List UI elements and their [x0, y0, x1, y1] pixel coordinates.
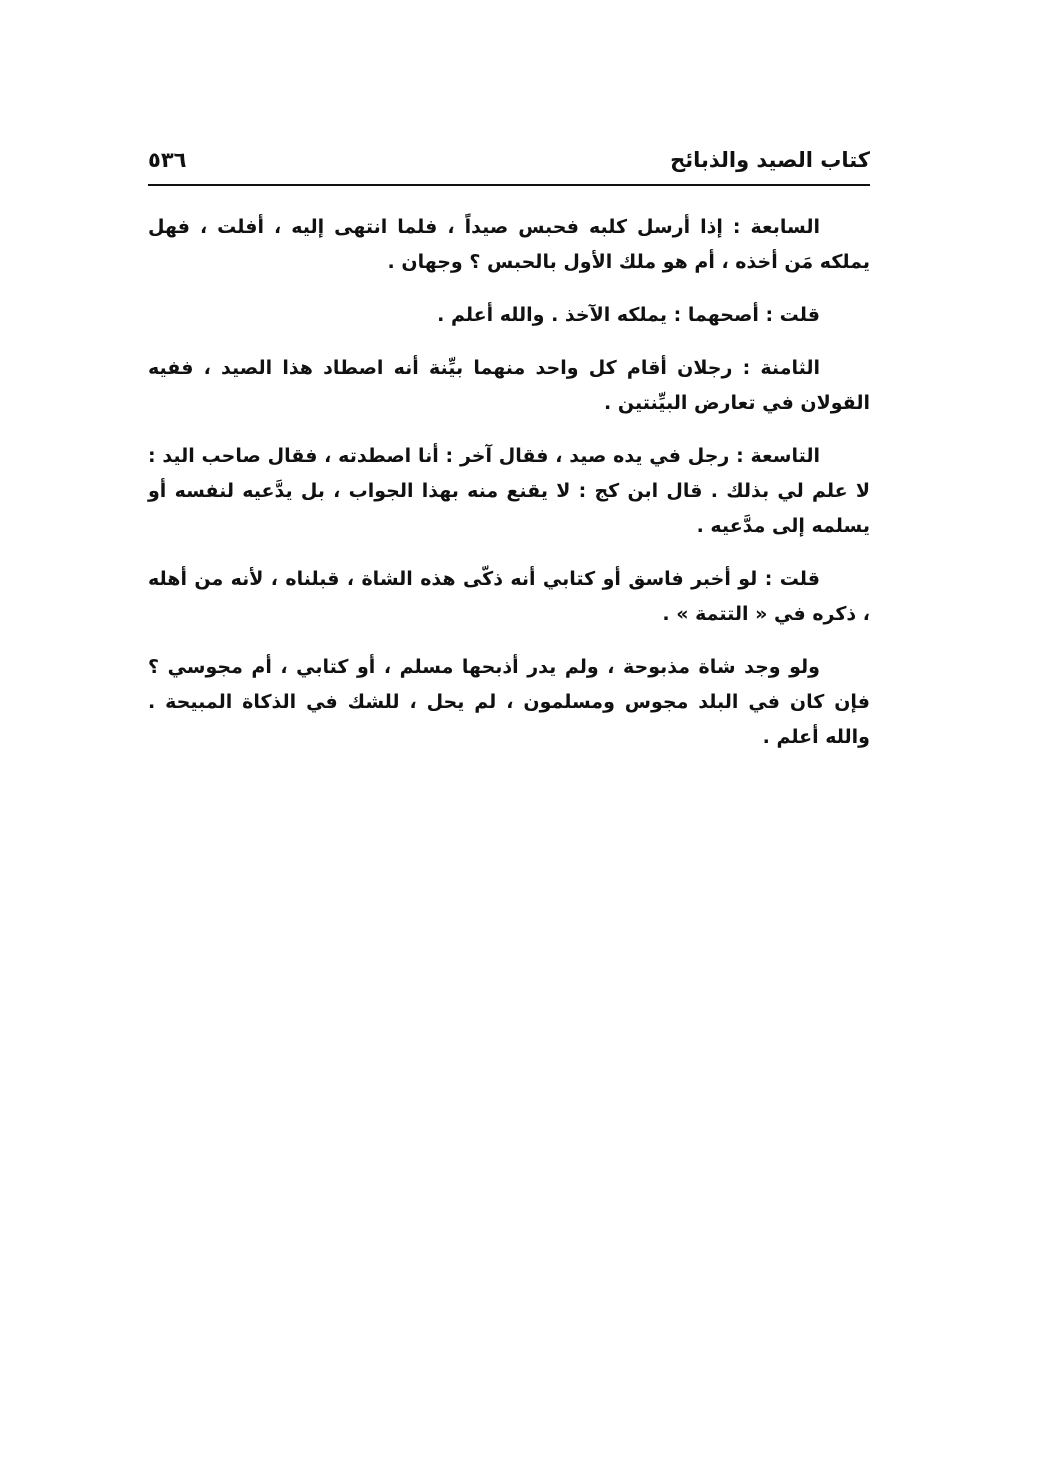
paragraph-ninth: التاسعة : رجل في يده صيد ، فقال آخر : أنا اصطدته ، فقال صاحب اليد : لا علم لي بذلك . قال ابن كج : لا يقنع منه بهذا الجواب ، بل يدَّعيه لنفسه أو يسلمه إلى مدَّعيه .	[148, 445, 870, 537]
paragraph-slaughtered-sheep: ولو وجد شاة مذبوحة ، ولم يدر أذبحها مسلم ، أو كتابي ، أم مجوسي ؟ فإن كان في البلد مجوس ومسلمون ، لم يحل ، للشك في الذكاة المبيحة . والله أعلم .	[148, 656, 870, 748]
page-header	[148, 146, 870, 182]
header-divider	[148, 184, 870, 186]
page-number: ٥٣٦	[148, 148, 187, 172]
paragraph-note-1: قلت : أصحهما : يملكه الآخذ . والله أعلم .	[437, 304, 820, 326]
paragraph-note-2: قلت : لو أخبر فاسق أو كتابي أنه ذكّى هذه الشاة ، قبلناه ، لأنه من أهله ، ذكره في « التتمة » .	[148, 568, 870, 625]
paragraph-eighth: الثامنة : رجلان أقام كل واحد منهما بيِّنة أنه اصطاد هذا الصيد ، ففيه القولان في تعارض البيِّنتين .	[148, 357, 870, 414]
running-head-title: كتاب الصيد والذبائح	[670, 148, 870, 172]
paragraph-seventh: السابعة : إذا أرسل كلبه فحبس صيداً ، فلما انتهى إليه ، أفلت ، فهل يملكه مَن أخذه ، أم هو ملك الأول بالحبس ؟ وجهان .	[148, 216, 870, 273]
body-text	[148, 210, 870, 773]
